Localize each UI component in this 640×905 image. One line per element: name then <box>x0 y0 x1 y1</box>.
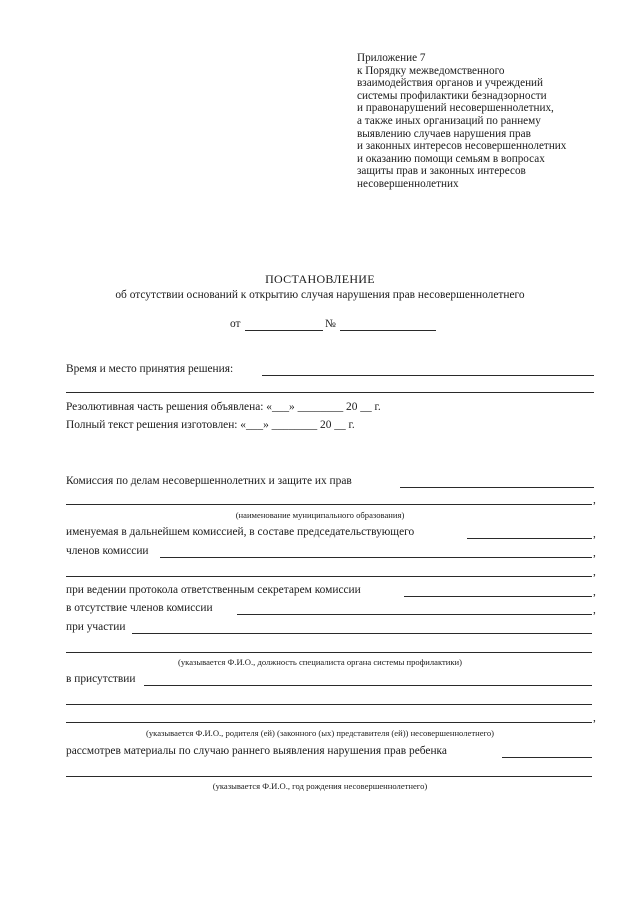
municipal-blank[interactable] <box>66 504 592 505</box>
appendix-line: системы профилактики безнадзорности <box>357 89 547 102</box>
specialist-hint: (указывается Ф.И.О., должность специалиста органа системы профилактики) <box>177 657 463 667</box>
chairman-blank[interactable] <box>467 538 592 539</box>
protocol-keeper-label: при ведении протокола ответственным секретарем комиссии <box>66 584 361 596</box>
comma: , <box>593 586 596 598</box>
considered-label: рассмотрев материалы по случаю раннего выявления нарушения прав ребенка <box>66 745 447 757</box>
child-blank[interactable] <box>502 757 592 758</box>
number-blank[interactable] <box>340 330 436 331</box>
appendix-line: защиты прав и законных интересов <box>357 165 526 178</box>
child-hint: (указывается Ф.И.О., год рождения несовершеннолетнего) <box>212 781 428 791</box>
date-blank[interactable] <box>245 330 323 331</box>
comma: , <box>593 604 596 616</box>
appendix-line: и законных интересов несовершеннолетних <box>357 140 567 153</box>
participation-blank[interactable] <box>132 633 592 634</box>
presence-blank[interactable] <box>144 685 592 686</box>
absent-members-blank[interactable] <box>237 614 592 615</box>
protocol-keeper-blank[interactable] <box>404 596 592 597</box>
appendix-line: Приложение 7 <box>357 52 426 64</box>
time-place-blank-2[interactable] <box>66 392 594 393</box>
comma: , <box>593 712 596 724</box>
commission-blank[interactable] <box>400 487 594 488</box>
members-blank[interactable] <box>160 557 592 558</box>
child-blank-2[interactable] <box>66 776 592 777</box>
absent-members-label: в отсутствие членов комиссии <box>66 602 213 614</box>
named-further-label: именуемая в дальнейшем комиссией, в составе председательствующего <box>66 526 415 538</box>
appendix-line: и правонарушений несовершеннолетних, <box>357 102 554 115</box>
municipal-hint: (наименование муниципального образования) <box>235 510 405 520</box>
comma: , <box>593 528 596 540</box>
presence-label: в присутствии <box>66 673 136 685</box>
presence-blank-3[interactable] <box>66 722 592 723</box>
appendix-line: несовершеннолетних <box>357 177 459 190</box>
number-label: № <box>325 318 336 330</box>
comma: , <box>593 566 596 578</box>
time-place-label: Время и место принятия решения: <box>66 363 234 375</box>
appendix-line: а также иных организаций по раннему <box>357 114 541 127</box>
commission-label: Комиссия по делам несовершеннолетних и защите их прав <box>66 475 352 487</box>
time-place-blank[interactable] <box>262 375 594 376</box>
appendix-line: взаимодействия органов и учреждений <box>357 77 544 90</box>
members-blank-2[interactable] <box>66 576 592 577</box>
participation-blank-2[interactable] <box>66 652 592 653</box>
presence-blank-2[interactable] <box>66 704 592 705</box>
parents-hint: (указывается Ф.И.О., родителя (ей) (законного (ых) представителя (ей)) несовершеннолетнего) <box>146 728 494 738</box>
document-title: ПОСТАНОВЛЕНИЕ <box>265 272 375 286</box>
appendix-line: к Порядку межведомственного <box>357 64 505 77</box>
members-label: членов комиссии <box>66 545 149 557</box>
document-subtitle: об отсутствии оснований к открытию случая нарушения прав несовершеннолетнего <box>115 289 525 301</box>
participation-label: при участии <box>66 621 126 633</box>
appendix-line: и оказанию помощи семьям в вопросах <box>357 152 545 165</box>
comma: , <box>593 494 596 506</box>
full-text-made-text: Полный текст решения изготовлен: «___» ________ 20 __ г. <box>66 419 355 431</box>
comma: , <box>593 547 596 559</box>
date-label: от <box>230 318 241 330</box>
resolution-announced-text: Резолютивная часть решения объявлена: «___» ________ 20 __ г. <box>66 401 381 413</box>
appendix-line: выявлению случаев нарушения прав <box>357 127 531 140</box>
appendix-block <box>357 52 627 191</box>
